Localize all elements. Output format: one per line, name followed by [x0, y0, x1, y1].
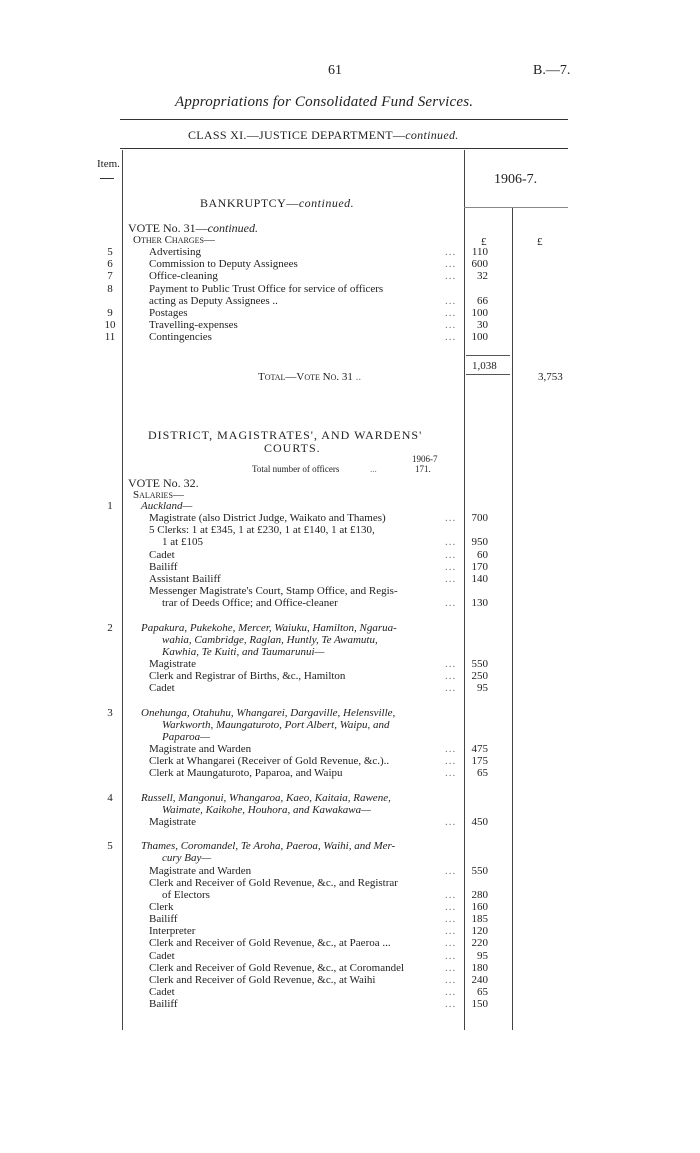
courts-item-amount: 475 [471, 743, 488, 755]
vote-31-total-label: Total—Vote No. 31 .. [258, 371, 362, 383]
courts-item-leader-dots: ... [445, 986, 457, 998]
courts-item-row [0, 816, 700, 829]
bankruptcy-item-row [0, 246, 700, 259]
courts-item-row [0, 694, 700, 707]
courts-item-row [0, 719, 700, 732]
courts-item-description: Clerk [149, 900, 174, 913]
courts-item-row [0, 585, 700, 598]
currency-symbol-col2: £ [537, 236, 543, 248]
courts-item-amount: 220 [471, 937, 488, 950]
courts-item-amount: 140 [471, 572, 488, 585]
courts-item-description: Bailiff [149, 913, 178, 926]
running-title: Appropriations for Consolidated Fund Services. [175, 94, 474, 110]
item-column-header: Item. [97, 158, 120, 170]
courts-item-leader-dots: ... [445, 913, 457, 926]
courts-item-row [0, 877, 700, 890]
vote-31-subtotal: 1,038 [472, 360, 497, 372]
courts-item-row [0, 804, 700, 817]
courts-item-amount: 65 [477, 767, 488, 780]
courts-item-row [0, 561, 700, 574]
courts-item-description: Warkworth, Maungaturoto, Port Albert, Waipu, and [162, 718, 390, 731]
bankruptcy-item-description: Contingencies [149, 331, 212, 344]
bankruptcy-item-amount: 600 [471, 258, 488, 271]
courts-item-description: Papakura, Pukekohe, Mercer, Waiuku, Hamilton, Ngarua- [141, 621, 397, 634]
courts-item-row [0, 536, 700, 549]
courts-item-item-number: 3 [107, 706, 113, 719]
bankruptcy-item-item-number: 7 [107, 270, 113, 283]
bankruptcy-item-amount: 100 [471, 307, 488, 319]
courts-item-row [0, 707, 700, 720]
courts-item-amount: 185 [471, 913, 488, 926]
courts-item-leader-dots: ... [445, 815, 457, 828]
bankruptcy-item-row [0, 295, 700, 308]
courts-item-item-number: 1 [107, 500, 113, 512]
page-number: 61 [328, 63, 342, 78]
bankruptcy-item-amount: 30 [477, 319, 488, 332]
class-title-suffix: continued. [405, 128, 459, 142]
courts-item-description: Cadet [149, 949, 175, 962]
courts-item-description: Bailiff [149, 998, 178, 1011]
courts-item-description: Clerk and Receiver of Gold Revenue, &c., at Waihi [149, 973, 376, 986]
bankruptcy-item-amount: 32 [477, 270, 488, 283]
bankruptcy-item-amount: 66 [477, 294, 488, 307]
bankruptcy-item-row [0, 283, 700, 296]
class-title-text: CLASS XI.—JUSTICE DEPARTMENT— [188, 128, 406, 142]
vote-31-total-label-text: Total—Vote No. 31 [258, 371, 353, 383]
courts-item-row [0, 937, 700, 950]
courts-item-description: Waimate, Kaikohe, Houhora, and Kawakawa— [162, 803, 371, 816]
courts-item-row [0, 658, 700, 671]
bankruptcy-item-leader-dots: ... [445, 270, 457, 283]
courts-item-row [0, 840, 700, 853]
bankruptcy-item-row [0, 270, 700, 283]
courts-item-description: Magistrate [149, 815, 197, 828]
bankruptcy-heading [200, 196, 354, 211]
courts-item-description: Kawhia, Te Kuiti, and Taumarunui— [162, 645, 325, 658]
courts-item-row [0, 670, 700, 683]
document-reference: B.—7. [533, 63, 571, 78]
courts-item-leader-dots: ... [445, 682, 457, 695]
courts-item-row [0, 682, 700, 695]
courts-item-description: Bailiff [149, 560, 178, 573]
courts-item-description: Interpreter [149, 925, 196, 938]
courts-item-description: Clerk and Registrar of Births, &c., Hamilton [149, 670, 346, 683]
courts-item-row [0, 755, 700, 768]
courts-item-description: 5 Clerks: 1 at £345, 1 at £230, 1 at £140, 1 at £130, [149, 524, 375, 537]
officers-dots: ... [370, 464, 377, 474]
bankruptcy-item-item-number: 10 [104, 319, 116, 332]
courts-item-row [0, 962, 700, 975]
courts-item-row [0, 974, 700, 987]
courts-item-row [0, 998, 700, 1011]
courts-item-row [0, 743, 700, 756]
courts-heading-line1: DISTRICT, MAGISTRATES', AND WARDENS' [148, 428, 423, 442]
courts-item-description: wahia, Cambridge, Raglan, Huntly, Te Awamutu, [162, 633, 378, 646]
subtotal-rule [466, 355, 510, 356]
courts-item-row [0, 950, 700, 963]
bankruptcy-item-leader-dots: ... [445, 294, 457, 307]
courts-item-leader-dots: ... [445, 597, 457, 610]
courts-item-leader-dots: ... [445, 572, 457, 585]
currency-symbol-col1: £ [481, 236, 487, 248]
courts-item-description: Paparoa— [162, 730, 210, 743]
courts-item-leader-dots: ... [445, 512, 457, 525]
bankruptcy-item-leader-dots: ... [445, 246, 457, 258]
courts-item-leader-dots: ... [445, 949, 457, 962]
courts-item-amount: 280 [471, 888, 488, 901]
courts-item-row [0, 731, 700, 744]
bankruptcy-item-leader-dots: ... [445, 307, 457, 319]
vote-31-text: VOTE No. 31— [128, 221, 208, 235]
courts-item-amount: 180 [471, 961, 488, 974]
courts-item-leader-dots: ... [445, 998, 457, 1011]
courts-item-amount: 250 [471, 670, 488, 683]
courts-item-description: Thames, Coromandel, Te Aroha, Paeroa, Waihi, and Mer- [141, 840, 396, 853]
courts-item-description: Magistrate and Warden [149, 864, 252, 877]
courts-item-leader-dots: ... [445, 973, 457, 986]
vote-32-title: VOTE No. 32. [128, 476, 199, 490]
courts-item-description: Cadet [149, 548, 175, 561]
officers-year: 1906-7 [412, 454, 438, 464]
courts-item-amount: 550 [471, 864, 488, 877]
courts-item-row [0, 609, 700, 622]
courts-item-description: 1 at £105 [162, 536, 203, 549]
courts-item-leader-dots: ... [445, 900, 457, 913]
bankruptcy-item-item-number: 9 [107, 307, 113, 319]
courts-item-leader-dots: ... [445, 925, 457, 938]
courts-item-leader-dots: ... [445, 743, 457, 755]
bankruptcy-item-description: Commission to Deputy Assignees [149, 258, 298, 271]
courts-item-amount: 175 [471, 755, 488, 768]
table-top-rule [120, 148, 568, 149]
bankruptcy-item-leader-dots: ... [445, 319, 457, 332]
courts-item-amount: 450 [471, 815, 488, 828]
courts-item-leader-dots: ... [445, 961, 457, 974]
courts-item-row [0, 889, 700, 902]
courts-item-row [0, 634, 700, 647]
courts-item-item-number: 4 [107, 791, 113, 804]
bankruptcy-item-item-number: 6 [107, 258, 113, 271]
courts-item-row [0, 524, 700, 537]
courts-item-description: Clerk and Receiver of Gold Revenue, &c., at Coromandel [149, 961, 405, 974]
bankruptcy-item-leader-dots: ... [445, 258, 457, 271]
courts-item-description: Clerk and Receiver of Gold Revenue, &c., and Registrar [149, 876, 398, 889]
courts-item-leader-dots: ... [445, 888, 457, 901]
vote-31-suffix: continued. [207, 221, 258, 235]
courts-item-row [0, 913, 700, 926]
courts-item-amount: 95 [477, 682, 488, 695]
bankruptcy-item-row [0, 319, 700, 332]
courts-item-row [0, 500, 700, 513]
courts-item-row [0, 986, 700, 999]
courts-item-leader-dots: ... [445, 755, 457, 768]
courts-item-amount: 60 [477, 548, 488, 561]
courts-item-row [0, 792, 700, 805]
courts-item-description: Russell, Mangonui, Whangaroa, Kaeo, Kaitaia, Rawene, [141, 791, 391, 804]
courts-item-amount: 950 [471, 536, 488, 549]
courts-item-amount: 120 [471, 925, 488, 938]
year-column-header: 1906-7. [494, 172, 538, 187]
courts-item-item-number: 2 [107, 621, 113, 634]
header-rule [120, 119, 568, 120]
bankruptcy-heading-suffix: continued. [298, 196, 355, 210]
class-title [188, 128, 459, 143]
bankruptcy-item-row [0, 258, 700, 271]
bankruptcy-item-item-number: 8 [107, 282, 113, 295]
vote-31-total: 3,753 [538, 371, 563, 383]
bankruptcy-item-description: Advertising [149, 246, 201, 258]
item-header-underline [100, 178, 114, 179]
courts-item-description: Auckland— [141, 500, 193, 512]
courts-item-amount: 160 [471, 900, 488, 913]
bankruptcy-item-description: Payment to Public Trust Office for service of officers [149, 282, 384, 295]
courts-item-leader-dots: ... [445, 536, 457, 549]
courts-item-description: Onehunga, Otahuhu, Whangarei, Dargaville, Helensville, [141, 706, 396, 719]
courts-item-row [0, 901, 700, 914]
courts-item-amount: 95 [477, 949, 488, 962]
courts-item-amount: 240 [471, 973, 488, 986]
bankruptcy-item-description: Postages [149, 307, 188, 319]
courts-item-description: Clerk at Maungaturoto, Paparoa, and Waipu [149, 767, 343, 780]
bankruptcy-item-row [0, 331, 700, 344]
courts-item-leader-dots: ... [445, 937, 457, 950]
courts-item-amount: 150 [471, 998, 488, 1011]
bankruptcy-item-row [0, 307, 700, 320]
courts-item-description: Cadet [149, 986, 175, 998]
courts-item-row [0, 828, 700, 841]
courts-item-row [0, 573, 700, 586]
bankruptcy-item-amount: 110 [471, 246, 488, 258]
bankruptcy-item-description: Office-cleaning [149, 270, 218, 283]
courts-item-description: Cadet [149, 682, 175, 695]
courts-item-description: Clerk and Receiver of Gold Revenue, &c., at Paeroa ... [149, 937, 391, 950]
courts-item-row [0, 925, 700, 938]
courts-item-row [0, 646, 700, 659]
courts-item-leader-dots: ... [445, 767, 457, 780]
courts-item-row [0, 865, 700, 878]
courts-item-row [0, 622, 700, 635]
courts-item-amount: 700 [471, 512, 488, 525]
courts-item-description: Clerk at Whangarei (Receiver of Gold Revenue, &c.).. [149, 755, 390, 768]
bankruptcy-item-leader-dots: ... [445, 331, 457, 344]
courts-item-row [0, 549, 700, 562]
bankruptcy-item-description: Travelling-expenses [149, 319, 238, 332]
courts-item-leader-dots: ... [445, 548, 457, 561]
courts-item-row [0, 779, 700, 792]
courts-item-row [0, 767, 700, 780]
bankruptcy-item-amount: 100 [471, 331, 488, 344]
courts-item-leader-dots: ... [445, 657, 457, 670]
courts-item-amount: 65 [477, 986, 488, 998]
courts-item-leader-dots: ... [445, 864, 457, 877]
courts-item-description: trar of Deeds Office; and Office-cleaner [162, 597, 338, 610]
courts-item-leader-dots: ... [445, 670, 457, 683]
officers-count: 171. [415, 464, 431, 474]
courts-item-description: Magistrate (also District Judge, Waikato and Thames) [149, 512, 386, 525]
courts-item-item-number: 5 [107, 840, 113, 853]
courts-item-amount: 170 [471, 560, 488, 573]
courts-item-description: cury Bay— [162, 852, 212, 865]
other-charges-heading: Other Charges— [133, 234, 215, 246]
courts-item-description: Magistrate [149, 657, 197, 670]
year-header-rule [464, 207, 568, 208]
courts-item-leader-dots: ... [445, 560, 457, 573]
courts-item-amount: 130 [471, 597, 488, 610]
courts-item-row [0, 597, 700, 610]
courts-item-description: Messenger Magistrate's Court, Stamp Office, and Regis- [149, 585, 398, 598]
salaries-heading: Salaries— [133, 489, 184, 501]
courts-heading-line2: COURTS. [264, 441, 321, 455]
courts-item-row [0, 852, 700, 865]
subtotal-bottom-rule [466, 374, 510, 375]
bankruptcy-item-item-number: 11 [104, 331, 116, 344]
courts-item-row [0, 512, 700, 525]
courts-item-amount: 550 [471, 657, 488, 670]
courts-item-description: of Electors [162, 888, 210, 901]
courts-item-description: Magistrate and Warden [149, 743, 252, 755]
bankruptcy-heading-text: BANKRUPTCY— [200, 196, 299, 210]
courts-item-description: Assistant Bailiff [149, 572, 221, 585]
officers-label: Total number of officers [252, 464, 340, 474]
bankruptcy-item-item-number: 5 [107, 246, 113, 258]
bankruptcy-item-description: acting as Deputy Assignees .. [149, 294, 278, 307]
